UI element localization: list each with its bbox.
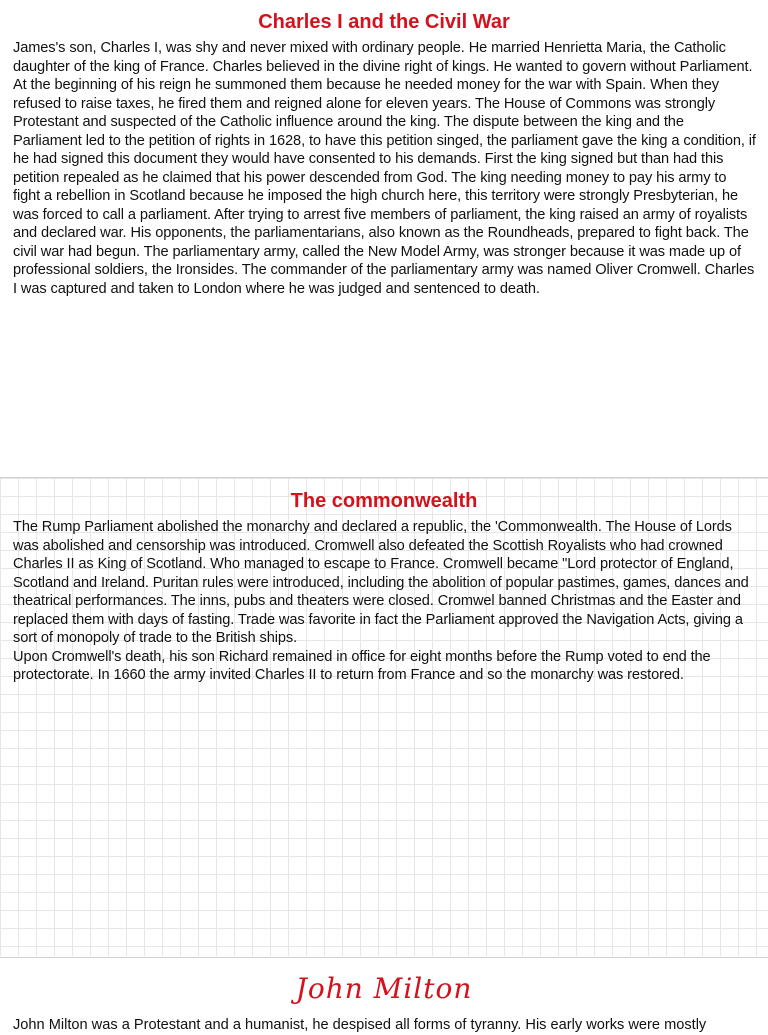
section-body: John Milton was a Protestant and a humanist, he despised all forms of tyranny. His early works were mostly	[13, 1017, 707, 1033]
handwritten-title: John Milton	[295, 972, 473, 1005]
section-body: James's son, Charles I, was shy and never mixed with ordinary people. He married Henrietta Maria, the Catholic daughter of the king of France. Charles believed in the divine right of kings. He wanted to govern without Parliament. At the beginning of his reign he summoned them because he needed money for the war with Spain. When they refused to raise taxes, he fired them and reigned alone for eleven years. The House of Commons was strongly Protestant and suspected of the Catholic influence around the king. The dispute between the king and the Parliament led to the petition of rights in 1628, to have this petition singed, the parliament gave the king a condition, if he had signed this document they would have consented to his demands. First the king signed but than had this petition repealed as he claimed that his power descended from God. The king needing money to pay his army to fight a rebellion in Scotland because he imposed the high church here, this territory were strongly Presbyterian, he was forced to call a parliament. After trying to arrest five members of parliament, the king raised an army of royalists and declared war. His opponents, the parliamentarians, also known as the Roundheads, prepared to fight back. The civil war had begun. The parliamentary army, called the New Model Army, was stronger because it was made up of professional soldiers, the Ironsides. The commander of the parliamentary army was named Oliver Cromwell. Charles I was captured and taken to London where he was judged and sentenced to death.	[13, 40, 756, 297]
section-title: Charles I and the Civil War	[258, 11, 510, 33]
section-paragraph: Upon Cromwell's death, his son Richard remained in office for eight months before the Rump voted to end the protectorate. In 1660 the army invited Charles II to return from France and so the monarchy was restored.	[13, 648, 711, 683]
section-commonwealth	[0, 478, 768, 956]
section-paragraph: The Rump Parliament abolished the monarchy and declared a republic, the 'Commonwealth. The House of Lords was abolished and censorship was introduced. Cromwell also defeated the Scottish Royalists who had crowned Charles II as King of Scotland. Who managed to escape to France. Cromwell became "Lord protector of England, Scotland and Ireland. Puritan rules were introduced, including the abolition of popular pastimes, games, dances and theatrical performances. The inns, pubs and theaters were closed. Cromwel banned Christmas and the Easter and replaced them with days of fasting. Trade was favorite in fact the Parliament approved the Navigation Acts, giving a sort of monopoly of trade to the British ships.	[13, 519, 749, 646]
section-charles-civil-war	[0, 0, 768, 478]
section-title: The commonwealth	[290, 490, 478, 512]
section-john-milton	[0, 958, 768, 1033]
